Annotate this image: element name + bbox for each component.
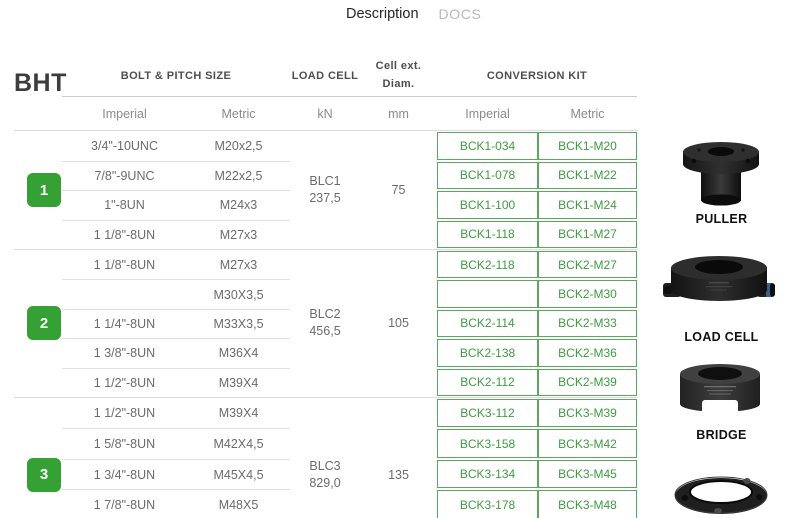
col-header-load-cell: LOAD CELL — [290, 55, 360, 97]
table-header — [14, 55, 638, 130]
load-cell-value — [290, 250, 360, 397]
imperial-size: 1 1/8"-8UN — [93, 257, 156, 272]
subheader-mm: mm — [388, 106, 409, 121]
imperial-size: 1"-8UN — [62, 190, 187, 220]
product-code: BHT — [14, 69, 67, 97]
imperial-size: 1 5/8"-8UN — [62, 428, 187, 459]
kit-code-metric: BCK3-M42 — [538, 429, 637, 458]
kit-code-metric: BCK3-M48 — [538, 490, 637, 518]
bridge-image — [674, 362, 766, 424]
subheader-imperial: Imperial — [102, 106, 147, 121]
subheader-metric: Metric — [221, 106, 256, 121]
load-cell-model: BLC2 — [309, 307, 341, 322]
col-header-conversion-kit: CONVERSION KIT — [437, 55, 637, 97]
table-group-3 — [14, 397, 638, 518]
col-header-bolt-pitch: BOLT & PITCH SIZE — [62, 55, 290, 97]
metric-size: M27x3 — [219, 257, 258, 272]
kit-code-metric: BCK1-M22 — [538, 162, 637, 190]
kit-code-imperial: BCK2-138 — [437, 339, 538, 366]
load-cell-value — [290, 414, 360, 518]
imperial-size — [62, 279, 187, 308]
group-1-badge-box — [14, 131, 62, 249]
metric-size: M33X3,5 — [187, 309, 290, 338]
puller-image — [679, 140, 763, 210]
imperial-size: 7/8"-9UNC — [62, 161, 187, 191]
cell-ext-diam-value: 75 — [391, 183, 406, 197]
metric-size: M39X4 — [218, 406, 259, 421]
load-cell-value — [290, 131, 360, 249]
tab-bar — [346, 6, 481, 22]
metric-size: M45X4,5 — [187, 459, 290, 490]
load-cell-image — [663, 252, 775, 316]
metric-size: M24x3 — [187, 190, 290, 220]
kit-code-imperial: BCK3-112 — [437, 399, 538, 428]
kit-code-metric: BCK1-M27 — [538, 221, 637, 249]
kit-code-imperial: BCK2-114 — [437, 310, 538, 337]
metric-size: M30X3,5 — [187, 279, 290, 308]
imperial-size: 1 1/2"-8UN — [93, 406, 156, 421]
kit-code-metric: BCK3-M39 — [538, 399, 637, 428]
kit-code-imperial: BCK2-112 — [437, 369, 538, 396]
col-header-cell-ext-diam — [360, 55, 437, 97]
group-number-badge: 1 — [27, 173, 61, 207]
kit-code-metric: BCK2-M36 — [538, 339, 637, 366]
table-group-2 — [14, 249, 638, 397]
kit-code-metric: BCK2-M27 — [538, 251, 637, 278]
kit-code-metric: BCK3-M45 — [538, 460, 637, 489]
kit-code-imperial: BCK1-034 — [437, 132, 538, 160]
tab-description[interactable]: Description — [346, 6, 419, 22]
subheader-kit-metric: Metric — [570, 106, 605, 121]
kit-code-metric: BCK2-M39 — [538, 369, 637, 396]
load-cell-kn: 829,0 — [309, 475, 341, 490]
metric-size: M42X4,5 — [187, 428, 290, 459]
cell-ext-diam-value: 135 — [388, 467, 409, 482]
bridge-label: BRIDGE — [696, 428, 747, 442]
kit-code-imperial: BCK2-118 — [437, 251, 538, 278]
load-cell-kn: 456,5 — [309, 324, 341, 339]
table-group-1 — [14, 130, 638, 249]
subheader-kit-imperial: Imperial — [465, 106, 510, 121]
metric-size: M39X4 — [187, 368, 290, 397]
kit-code-imperial: BCK3-134 — [437, 460, 538, 489]
kit-code-imperial: BCK3-158 — [437, 429, 538, 458]
spec-table — [14, 55, 638, 518]
group-3-badge-box — [14, 414, 62, 518]
kit-code-imperial — [437, 280, 538, 307]
load-cell-kn: 237,5 — [309, 191, 341, 205]
kit-code-imperial: BCK1-118 — [437, 221, 538, 249]
imperial-size: 1 1/8"-8UN — [62, 220, 187, 250]
kit-code-metric: BCK1-M20 — [538, 132, 637, 160]
subheader-kn: kN — [317, 106, 333, 121]
metric-size: M20x2,5 — [214, 138, 263, 153]
metric-size: M36X4 — [187, 338, 290, 367]
group-number-badge: 3 — [27, 458, 61, 492]
group-2-badge-box — [14, 250, 62, 397]
kit-code-metric: BCK2-M33 — [538, 310, 637, 337]
load-cell-model: BLC1 — [309, 174, 341, 188]
kit-code-imperial: BCK1-100 — [437, 191, 538, 219]
kit-code-imperial: BCK1-078 — [437, 162, 538, 190]
kit-code-metric: BCK1-M24 — [538, 191, 637, 219]
tab-docs[interactable]: DOCS — [438, 6, 482, 22]
imperial-size: 1 1/2"-8UN — [62, 368, 187, 397]
cell-ext-line1: Cell ext. — [375, 59, 422, 72]
imperial-size: 3/4"-10UNC — [91, 138, 158, 153]
metric-size: M27x3 — [187, 220, 290, 250]
product-images-column — [650, 0, 793, 518]
load-cell-label: LOAD CELL — [684, 330, 759, 344]
metric-size: M22x2,5 — [187, 161, 290, 191]
kit-code-metric: BCK2-M30 — [538, 280, 637, 307]
imperial-size: 1 1/4"-8UN — [62, 309, 187, 338]
ring-image — [671, 472, 771, 518]
load-cell-model: BLC3 — [309, 458, 341, 473]
imperial-size: 1 7/8"-8UN — [62, 489, 187, 518]
kit-code-imperial: BCK3-178 — [437, 490, 538, 518]
imperial-size: 1 3/4"-8UN — [62, 459, 187, 490]
cell-ext-line2: Diam. — [382, 77, 415, 90]
puller-label: PULLER — [695, 212, 748, 226]
cell-ext-diam-value: 105 — [388, 316, 409, 331]
metric-size: M48X5 — [187, 489, 290, 518]
imperial-size: 1 3/8"-8UN — [62, 338, 187, 367]
group-number-badge: 2 — [27, 306, 61, 340]
